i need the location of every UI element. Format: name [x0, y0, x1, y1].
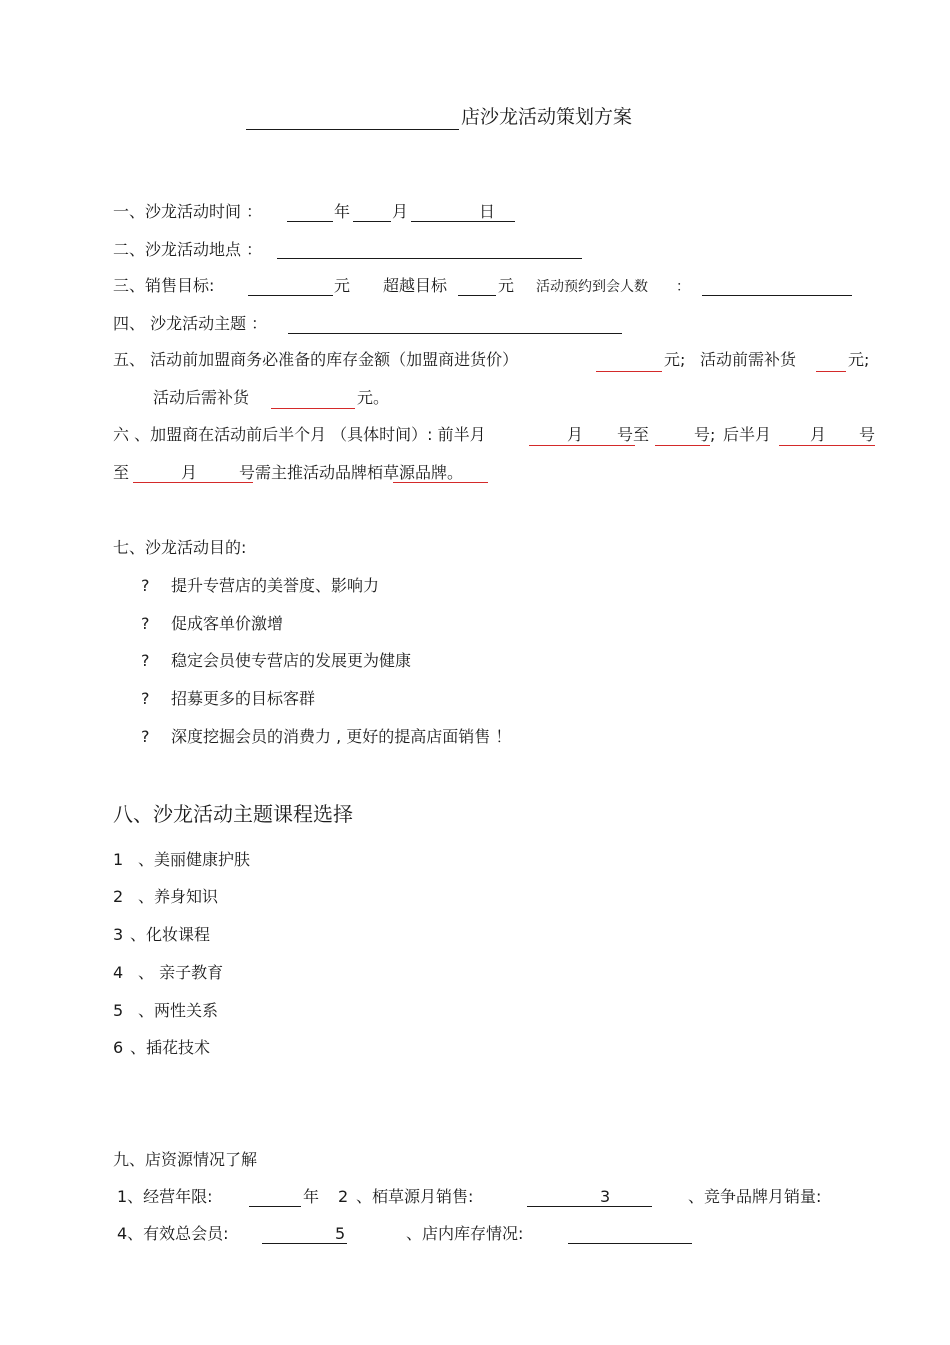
- section-1-label: 一、沙龙活动时间 ：: [113, 202, 263, 221]
- section-2-label: 二、沙龙活动地点 ：: [113, 240, 263, 259]
- location-blank[interactable]: [277, 258, 582, 259]
- first-half-hao-to: 号至: [617, 425, 650, 444]
- item-5-number: 5: [335, 1224, 346, 1243]
- goal-item: 招募更多的目标客群: [171, 689, 316, 708]
- second-half-hao: 号: [859, 425, 876, 444]
- title-blank[interactable]: [246, 129, 459, 130]
- bullet-icon: ?: [141, 614, 150, 633]
- goal-item: 稳定会员使专营店的发展更为健康: [171, 651, 412, 670]
- section-6-line1: 六 、加盟商在活动前后半个月 （具体时间）: 前半月: [113, 425, 486, 444]
- yuan-unit-2: 元: [498, 276, 515, 295]
- course-item: 、插花技术: [130, 1038, 211, 1057]
- second-half-month-blank[interactable]: [779, 445, 875, 446]
- section-9-label: 九、店资源情况了解: [113, 1150, 258, 1169]
- goal-item: 促成客单价激增: [171, 614, 284, 633]
- first-half-end-blank[interactable]: [655, 445, 710, 446]
- store-inventory-label: 、店内库存情况:: [406, 1224, 524, 1243]
- goal-item: 提升专营店的美誉度、影响力: [171, 576, 380, 595]
- course-number: 2: [113, 887, 124, 906]
- store-inventory-blank[interactable]: [568, 1243, 692, 1244]
- first-half-hao: 号;: [694, 425, 716, 444]
- brand-monthly-sales-label: 、栢草源月销售:: [356, 1187, 474, 1206]
- brand-underline: [393, 482, 488, 483]
- inventory-amount-blank[interactable]: [596, 371, 662, 372]
- yuan-unit-5: 元。: [357, 388, 390, 407]
- second-half-label: 后半月: [723, 425, 772, 444]
- item-3-number: 3: [600, 1187, 611, 1206]
- restock-before-label: 活动前需补货: [700, 350, 797, 369]
- goal-item: 深度挖掘会员的消费力 , 更好的提高店面销售 ！: [171, 727, 512, 746]
- course-number: 6: [113, 1038, 124, 1057]
- course-item: 、 亲子教育: [138, 963, 224, 982]
- day-unit: 日: [479, 202, 496, 221]
- course-item: 、化妆课程: [130, 925, 211, 944]
- attendance-label: 活动预约到会人数: [536, 279, 648, 295]
- attendance-blank[interactable]: [702, 295, 852, 296]
- section-3-label: 三、销售目标:: [113, 276, 215, 295]
- course-number: 5: [113, 1001, 124, 1020]
- first-half-month-blank[interactable]: [529, 445, 635, 446]
- restock-before-blank[interactable]: [816, 371, 846, 372]
- course-number: 3: [113, 925, 124, 944]
- year-blank[interactable]: [287, 221, 333, 222]
- bullet-icon: ?: [141, 576, 150, 595]
- month-blank[interactable]: [353, 221, 391, 222]
- course-number: 4: [113, 963, 124, 982]
- month-unit: 月: [392, 202, 409, 221]
- course-number: 1: [113, 850, 124, 869]
- bullet-icon: ?: [141, 689, 150, 708]
- section-8-heading: 八、沙龙活动主题课程选择: [113, 802, 353, 826]
- years-unit: 年: [303, 1187, 320, 1206]
- section-5-line1: 五、 活动前加盟商务必准备的库存金额（加盟商进货价）: [113, 350, 519, 369]
- section-6-tail: 号需主推活动品牌栢草源品牌。: [239, 463, 464, 482]
- sales-target-blank[interactable]: [248, 295, 333, 296]
- competitor-sales-label: 、竞争品牌月销量:: [688, 1187, 822, 1206]
- section-7-label: 七、沙龙活动目的:: [113, 538, 247, 557]
- section-4-label: 四、 沙龙活动主题 ：: [113, 314, 268, 333]
- course-item: 、两性关系: [138, 1001, 219, 1020]
- theme-blank[interactable]: [288, 333, 622, 334]
- exceed-target-label: 超越目标: [383, 276, 448, 295]
- restock-after-blank[interactable]: [271, 408, 355, 409]
- bullet-icon: ?: [141, 727, 150, 746]
- page-title: 店沙龙活动策划方案: [461, 106, 633, 128]
- second-half-month-unit: 月: [810, 425, 827, 444]
- yuan-unit-3: 元;: [664, 350, 686, 369]
- attendance-colon: ：: [676, 279, 690, 295]
- exceed-target-blank[interactable]: [458, 295, 496, 296]
- year-unit: 年: [334, 202, 351, 221]
- brand-monthly-sales-blank[interactable]: [527, 1206, 652, 1207]
- active-members-label: 4、有效总会员:: [117, 1224, 229, 1243]
- course-item: 、养身知识: [138, 887, 219, 906]
- years-operating-label: 1、经营年限:: [117, 1187, 213, 1206]
- restock-after-label: 活动后需补货: [153, 388, 250, 407]
- bullet-icon: ?: [141, 651, 150, 670]
- item-2-number: 2: [338, 1187, 349, 1206]
- yuan-unit-1: 元: [334, 276, 351, 295]
- first-half-month-unit: 月: [567, 425, 584, 444]
- course-item: 、美丽健康护肤: [138, 850, 251, 869]
- yuan-unit-4: 元;: [848, 350, 870, 369]
- years-operating-blank[interactable]: [249, 1206, 301, 1207]
- end-month-unit: 月: [181, 463, 198, 482]
- day-blank[interactable]: [411, 221, 515, 222]
- section-6-to: 至: [113, 463, 130, 482]
